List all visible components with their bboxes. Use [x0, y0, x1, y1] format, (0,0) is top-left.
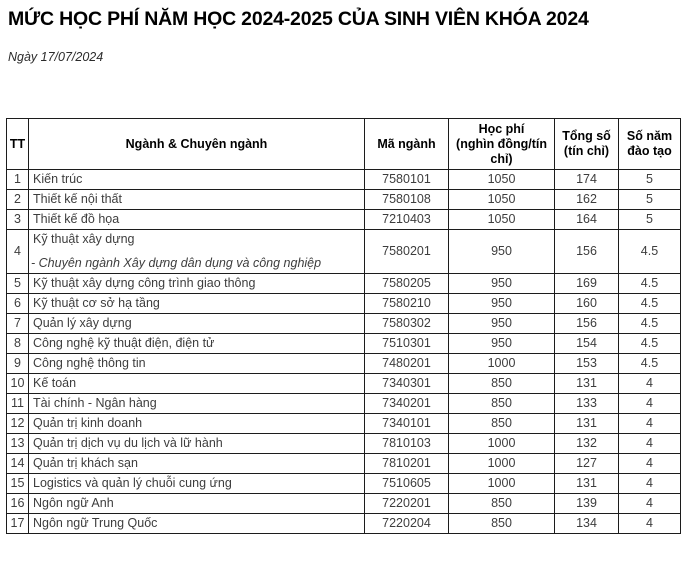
- specialization-text: - Chuyên ngành Xây dựng dân dụng và công nghiệp: [31, 256, 322, 270]
- cell-fee: 1000: [449, 453, 555, 473]
- cell-major-name: Kỹ thuật cơ sở hạ tầng: [29, 293, 365, 313]
- cell-major-code: 7340301: [365, 373, 449, 393]
- cell-total-credits: 127: [555, 453, 619, 473]
- cell-major-name: Quản trị dịch vụ du lịch và lữ hành: [29, 433, 365, 453]
- cell-major-name: Ngôn ngữ Anh: [29, 493, 365, 513]
- cell-major-name: Kỹ thuật xây dựng công trình giao thông: [29, 273, 365, 293]
- cell-tt: 7: [7, 313, 29, 333]
- table-row: [7, 273, 681, 293]
- cell-training-years: 4: [619, 413, 681, 433]
- cell-training-years: 4: [619, 433, 681, 453]
- cell-major-name: Ngôn ngữ Trung Quốc: [29, 513, 365, 533]
- cell-total-credits: 169: [555, 273, 619, 293]
- table-row: [7, 313, 681, 333]
- cell-major-name: Tài chính - Ngân hàng: [29, 393, 365, 413]
- cell-major-name: Công nghệ thông tin: [29, 353, 365, 373]
- cell-tt: 17: [7, 513, 29, 533]
- cell-tt: 12: [7, 413, 29, 433]
- cell-major-code: 7340101: [365, 413, 449, 433]
- cell-major-code: 7580101: [365, 170, 449, 190]
- cell-fee: 1000: [449, 433, 555, 453]
- cell-major-code: 7580205: [365, 273, 449, 293]
- cell-training-years: 5: [619, 210, 681, 230]
- column-header-years-line2: đào tạo: [627, 144, 672, 159]
- cell-tt: 4: [7, 230, 29, 274]
- column-header-years-line1: Số năm: [626, 129, 673, 144]
- cell-fee: 1050: [449, 210, 555, 230]
- cell-major-code: 7580108: [365, 190, 449, 210]
- cell-fee: 1000: [449, 473, 555, 493]
- cell-major-name: Kiến trúc: [29, 170, 365, 190]
- cell-major-code: 7510605: [365, 473, 449, 493]
- cell-training-years: 4.5: [619, 353, 681, 373]
- cell-major-name: Quản trị khách sạn: [29, 453, 365, 473]
- cell-training-years: 4: [619, 453, 681, 473]
- table-row: [7, 373, 681, 393]
- cell-training-years: 4.5: [619, 273, 681, 293]
- table-row: [7, 393, 681, 413]
- cell-training-years: 4: [619, 493, 681, 513]
- cell-fee: 950: [449, 230, 555, 274]
- cell-major-code: 7480201: [365, 353, 449, 373]
- column-header-fee: [449, 119, 555, 170]
- cell-fee: 1000: [449, 353, 555, 373]
- cell-fee: 1050: [449, 190, 555, 210]
- cell-major-name: Công nghệ kỹ thuật điện, điện tử: [29, 333, 365, 353]
- cell-tt: 14: [7, 453, 29, 473]
- table-row: [7, 293, 681, 313]
- cell-tt: 15: [7, 473, 29, 493]
- column-header-fee-line1: Học phí: [478, 122, 525, 136]
- page-title: MỨC HỌC PHÍ NĂM HỌC 2024-2025 CỦA SINH VIÊN KHÓA 2024: [8, 8, 589, 30]
- major-name-text: Kỹ thuật xây dựng: [33, 232, 135, 247]
- table-row: [7, 190, 681, 210]
- table-row: [7, 170, 681, 190]
- header-row: [7, 119, 681, 170]
- cell-fee: 850: [449, 413, 555, 433]
- table-row: [7, 493, 681, 513]
- cell-major-code: 7810201: [365, 453, 449, 473]
- column-header-fee-line2: (nghìn đồng/tín chỉ): [456, 136, 547, 166]
- table-body: [7, 170, 681, 534]
- column-header-total: [555, 119, 619, 170]
- cell-major-code: 7580302: [365, 313, 449, 333]
- document-date: Ngày 17/07/2024: [8, 50, 104, 64]
- tuition-fee-table: [6, 118, 681, 534]
- cell-training-years: 5: [619, 190, 681, 210]
- cell-major-name: Thiết kế đồ họa: [29, 210, 365, 230]
- cell-total-credits: 131: [555, 473, 619, 493]
- cell-fee: 950: [449, 273, 555, 293]
- cell-major-code: 7210403: [365, 210, 449, 230]
- cell-training-years: 4: [619, 513, 681, 533]
- cell-training-years: 4.5: [619, 333, 681, 353]
- cell-tt: 5: [7, 273, 29, 293]
- cell-major-name: Kế toán: [29, 373, 365, 393]
- cell-fee: 950: [449, 313, 555, 333]
- cell-tt: 13: [7, 433, 29, 453]
- column-header-tt: TT: [7, 119, 29, 170]
- cell-training-years: 4: [619, 393, 681, 413]
- cell-tt: 16: [7, 493, 29, 513]
- cell-total-credits: 131: [555, 373, 619, 393]
- column-header-total-line1: Tổng số: [562, 129, 611, 144]
- cell-major-code: 7220204: [365, 513, 449, 533]
- cell-total-credits: 154: [555, 333, 619, 353]
- cell-tt: 11: [7, 393, 29, 413]
- cell-major-name: Thiết kế nội thất: [29, 190, 365, 210]
- cell-training-years: 4: [619, 373, 681, 393]
- cell-total-credits: 160: [555, 293, 619, 313]
- column-header-name: Ngành & Chuyên ngành: [29, 119, 365, 170]
- cell-total-credits: 133: [555, 393, 619, 413]
- cell-tt: 2: [7, 190, 29, 210]
- table-row: [7, 333, 681, 353]
- cell-tt: 6: [7, 293, 29, 313]
- table-row: [7, 230, 681, 274]
- cell-tt: 10: [7, 373, 29, 393]
- cell-major-name: Quản trị kinh doanh: [29, 413, 365, 433]
- cell-total-credits: 132: [555, 433, 619, 453]
- cell-training-years: 4.5: [619, 293, 681, 313]
- cell-major-name: Logistics và quản lý chuỗi cung ứng: [29, 473, 365, 493]
- column-header-years: [619, 119, 681, 170]
- column-header-total-line2: (tín chỉ): [563, 144, 610, 159]
- table-row: [7, 473, 681, 493]
- cell-tt: 1: [7, 170, 29, 190]
- cell-fee: 950: [449, 293, 555, 313]
- cell-training-years: 4.5: [619, 313, 681, 333]
- table-row: [7, 513, 681, 533]
- cell-total-credits: 174: [555, 170, 619, 190]
- cell-total-credits: 153: [555, 353, 619, 373]
- table-row: [7, 413, 681, 433]
- cell-training-years: 4.5: [619, 230, 681, 274]
- cell-fee: 850: [449, 513, 555, 533]
- cell-total-credits: 156: [555, 230, 619, 274]
- cell-major-code: 7510301: [365, 333, 449, 353]
- cell-major-name: [29, 230, 365, 274]
- cell-total-credits: 156: [555, 313, 619, 333]
- table-row: [7, 453, 681, 473]
- cell-major-code: 7810103: [365, 433, 449, 453]
- cell-fee: 850: [449, 493, 555, 513]
- cell-total-credits: 162: [555, 190, 619, 210]
- cell-major-name: Quản lý xây dựng: [29, 313, 365, 333]
- cell-major-code: 7220201: [365, 493, 449, 513]
- cell-total-credits: 134: [555, 513, 619, 533]
- table-row: [7, 353, 681, 373]
- cell-training-years: 4: [619, 473, 681, 493]
- cell-major-code: 7580201: [365, 230, 449, 274]
- cell-tt: 3: [7, 210, 29, 230]
- cell-major-code: 7340201: [365, 393, 449, 413]
- column-header-code: Mã ngành: [365, 119, 449, 170]
- cell-total-credits: 131: [555, 413, 619, 433]
- table-row: [7, 210, 681, 230]
- cell-total-credits: 164: [555, 210, 619, 230]
- cell-fee: 850: [449, 393, 555, 413]
- cell-major-code: 7580210: [365, 293, 449, 313]
- cell-fee: 1050: [449, 170, 555, 190]
- table-row: [7, 433, 681, 453]
- table-header: [7, 119, 681, 170]
- cell-fee: 850: [449, 373, 555, 393]
- cell-total-credits: 139: [555, 493, 619, 513]
- cell-tt: 9: [7, 353, 29, 373]
- cell-training-years: 5: [619, 170, 681, 190]
- cell-tt: 8: [7, 333, 29, 353]
- cell-fee: 950: [449, 333, 555, 353]
